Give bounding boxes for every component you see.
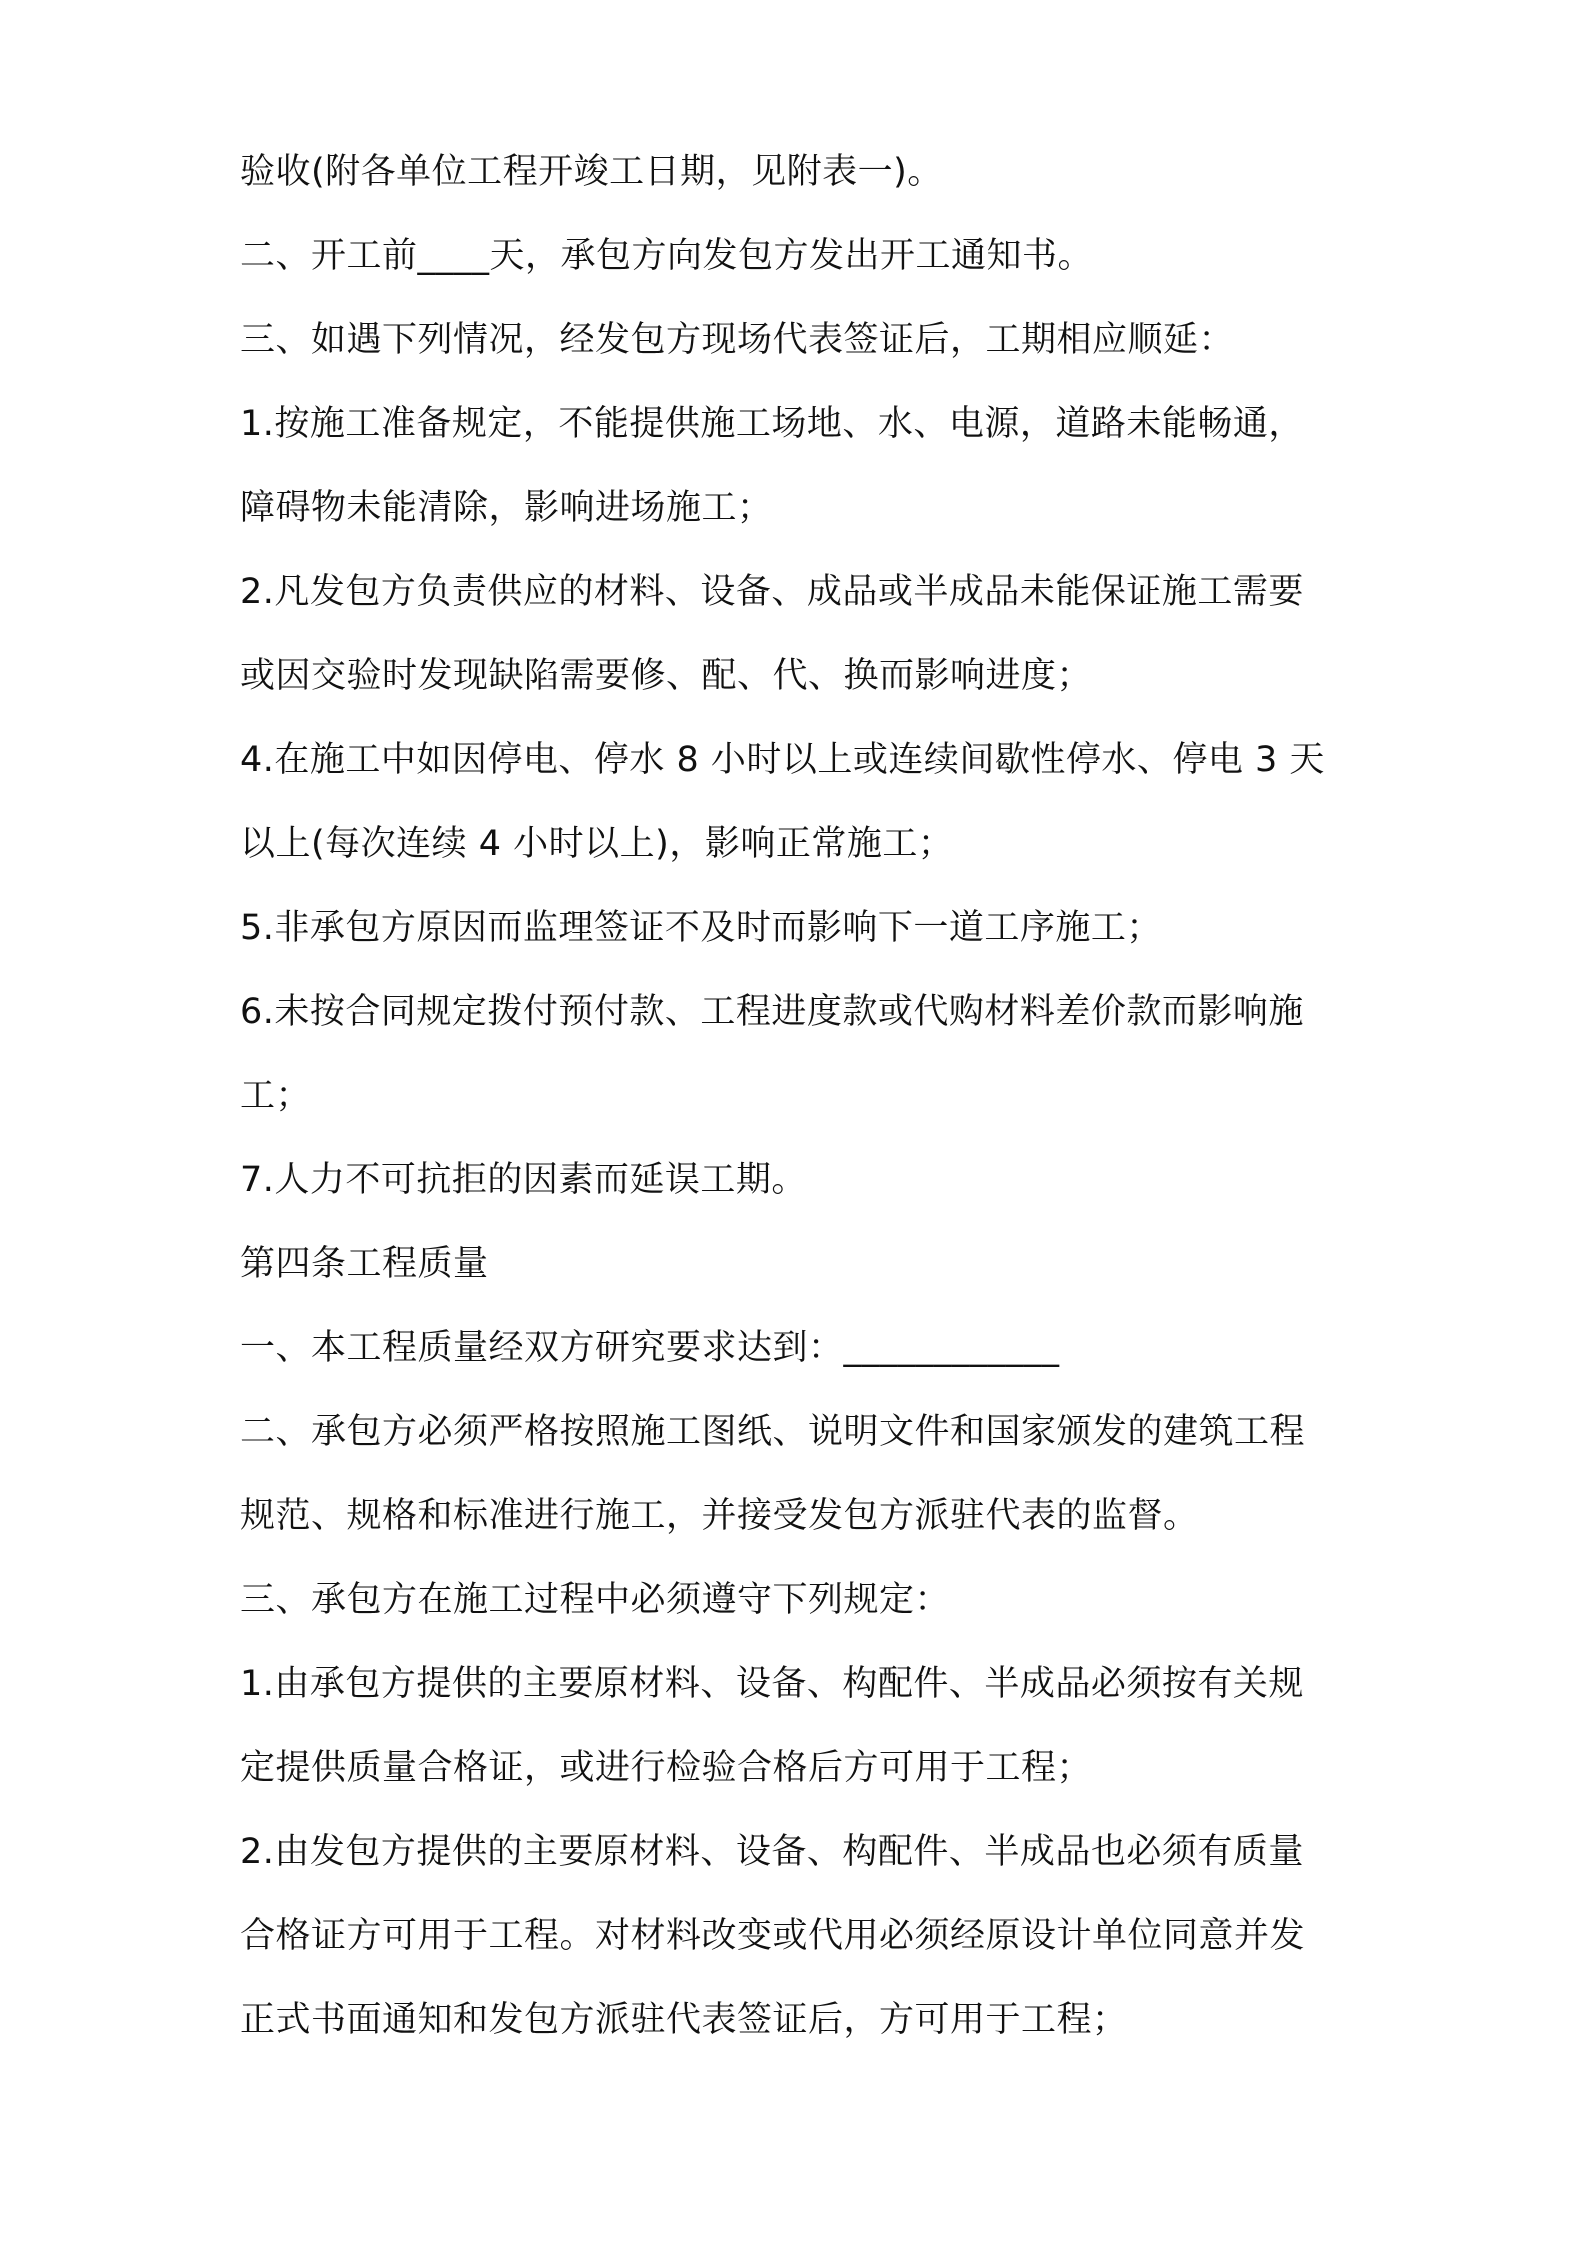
text-line: 7.人力不可抗拒的因素而延误工期。 (240, 1160, 807, 1200)
text-line: 三、承包方在施工过程中必须遵守下列规定： (240, 1580, 951, 1620)
text-line: 二、承包方必须严格按照施工图纸、说明文件和国家颁发的建筑工程 (240, 1412, 1306, 1452)
text-line: 一、本工程质量经双方研究要求达到：____________ (240, 1328, 1060, 1368)
section-heading: 第四条工程质量 (240, 1244, 489, 1284)
text-line: 1.按施工准备规定，不能提供施工场地、水、电源，道路未能畅通， (240, 404, 1304, 444)
document-body (240, 130, 1360, 2062)
text-line: 正式书面通知和发包方派驻代表签证后，方可用于工程； (240, 2000, 1128, 2040)
text-line: 2.凡发包方负责供应的材料、设备、成品或半成品未能保证施工需要 (240, 572, 1304, 612)
text-line: 6.未按合同规定拨付预付款、工程进度款或代购材料差价款而影响施 (240, 992, 1304, 1032)
text-line: 二、开工前____天，承包方向发包方发出开工通知书。 (240, 236, 1094, 276)
text-line: 1.由承包方提供的主要原材料、设备、构配件、半成品必须按有关规 (240, 1664, 1304, 1704)
text-line: 4.在施工中如因停电、停水 8 小时以上或连续间歇性停水、停电 3 天 (240, 740, 1325, 780)
text-line: 验收(附各单位工程开竣工日期，见附表一)。 (240, 152, 943, 192)
text-line: 三、如遇下列情况，经发包方现场代表签证后，工期相应顺延： (240, 320, 1235, 360)
text-line: 工； (240, 1076, 312, 1116)
text-line: 障碍物未能清除，影响进场施工； (240, 488, 773, 528)
text-line: 或因交验时发现缺陷需要修、配、代、换而影响进度； (240, 656, 1093, 696)
text-line: 2.由发包方提供的主要原材料、设备、构配件、半成品也必须有质量 (240, 1832, 1304, 1872)
text-line: 定提供质量合格证，或进行检验合格后方可用于工程； (240, 1748, 1093, 1788)
text-line: 规范、规格和标准进行施工，并接受发包方派驻代表的监督。 (240, 1496, 1199, 1536)
text-line: 5.非承包方原因而监理签证不及时而影响下一道工序施工； (240, 908, 1162, 948)
text-line: 以上(每次连续 4 小时以上)，影响正常施工； (240, 824, 954, 864)
text-line: 合格证方可用于工程。对材料改变或代用必须经原设计单位同意并发 (240, 1916, 1306, 1956)
